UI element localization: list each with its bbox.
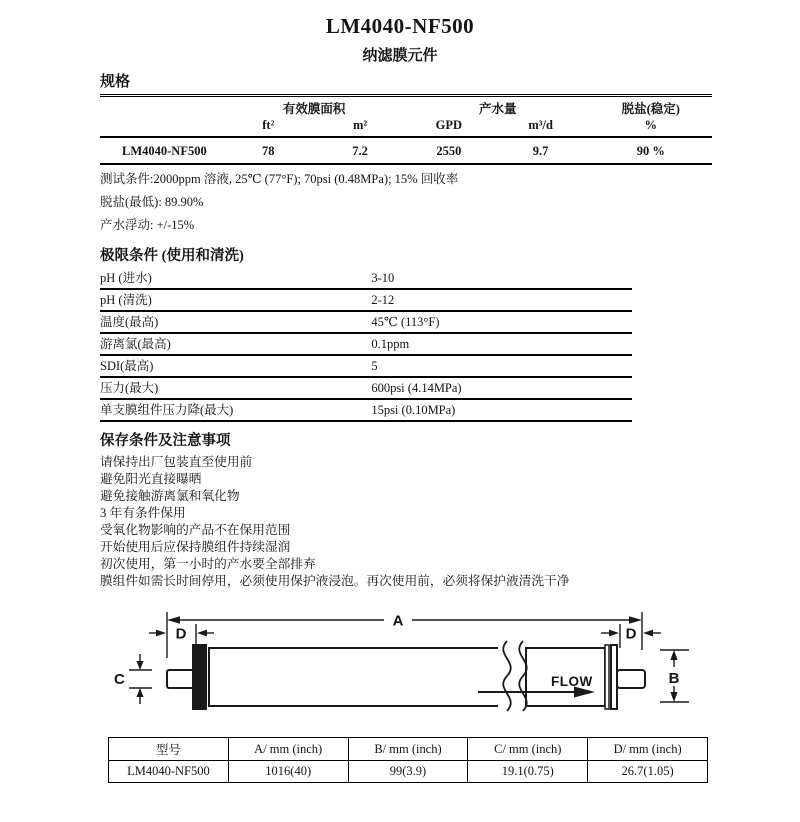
right-end-ring [605, 645, 609, 709]
spec-model: LM4040-NF500 [122, 144, 207, 158]
limits-row [100, 312, 632, 334]
limits-section [100, 244, 632, 422]
spec-unit-m2: m² [353, 118, 368, 132]
spec-header-spacer [100, 101, 222, 117]
left-permeate-stub [167, 670, 194, 688]
dim-label-c: C [114, 671, 125, 688]
membrane-dimension-diagram [100, 600, 712, 735]
spec-note-test-conditions: 测试条件:2000ppm 溶液, 25℃ (77°F); 70psi (0.48MPa); 15% 回收率 [100, 172, 459, 186]
page-title: LM4040-NF500 [325, 14, 475, 38]
limit-value: 3-10 [371, 271, 395, 285]
dim-col-c: C/ mm (inch) [468, 738, 588, 761]
spec-value-rejection: 90 % [636, 144, 665, 158]
spec-note-flow-variation: 产水浮动: +/-15% [100, 218, 195, 232]
storage-line: 3 年有条件保用 [100, 506, 186, 520]
dim-value-b: 99(3.9) [348, 761, 468, 783]
specs-section [100, 70, 712, 237]
spec-unit-gpd: GPD [435, 118, 463, 132]
spec-header-rejection: 脱盐(稳定) [621, 102, 680, 116]
dimension-c [114, 654, 152, 704]
limit-value: 0.1ppm [371, 337, 410, 351]
limit-label: 温度(最高) [100, 315, 159, 329]
dimensions-header-row [109, 738, 708, 761]
spec-header-area: 有效膜面积 [282, 102, 346, 116]
dim-value-model: LM4040-NF500 [109, 761, 229, 783]
spec-notes [100, 165, 712, 237]
dim-label-d-right: D [625, 625, 637, 643]
dimension-b [660, 650, 689, 702]
dim-col-b: B/ mm (inch) [348, 738, 468, 761]
spec-table-header [100, 97, 712, 138]
spec-value-m3d: 9.7 [532, 144, 549, 158]
dimensions-table [108, 737, 708, 783]
limit-value: 15psi (0.10MPa) [371, 403, 456, 417]
limits-table [100, 268, 632, 422]
limit-label: pH (进水) [100, 271, 152, 285]
storage-line: 避免接触游离氯和氧化物 [100, 489, 240, 503]
spec-header-flow: 产水量 [479, 102, 517, 116]
page-subtitle: 纳滤膜元件 [362, 48, 438, 64]
limit-value: 45℃ (113°F) [371, 315, 440, 329]
dim-label-b: B [668, 670, 680, 687]
limit-label: 压力(最大) [100, 381, 159, 395]
right-permeate-stub [617, 670, 645, 688]
spec-value-gpd: 2550 [436, 144, 462, 158]
limits-row [100, 400, 632, 422]
dim-value-a: 1016(40) [228, 761, 348, 783]
left-end-cap [192, 644, 207, 710]
spec-unit-m3d: m³/d [528, 118, 553, 132]
spec-table [100, 94, 712, 165]
limits-row [100, 378, 632, 400]
dim-col-a: A/ mm (inch) [228, 738, 348, 761]
spec-unit-ft2: ft² [262, 118, 275, 132]
storage-line: 初次使用，第一小时的产水要全部排弃 [100, 557, 316, 571]
dim-col-model: 型号 [109, 738, 229, 761]
limit-value: 2-12 [371, 293, 395, 307]
limits-row [100, 356, 632, 378]
storage-line: 受氧化物影响的产品不在保用范围 [100, 523, 291, 537]
dim-value-d: 26.7(1.05) [588, 761, 708, 783]
spec-unit-rejection-pct: % [644, 118, 657, 132]
storage-heading: 保存条件及注意事项 [100, 433, 231, 449]
dimensions-data-row [109, 761, 708, 783]
dim-value-c: 19.1(0.75) [468, 761, 588, 783]
storage-line: 请保持出厂包装直至使用前 [100, 455, 253, 469]
limits-heading: 极限条件 (使用和清洗) [100, 248, 244, 264]
title-block [0, 14, 800, 65]
limit-value: 600psi (4.14MPa) [371, 381, 462, 395]
limits-row [100, 268, 632, 290]
spec-value-ft2: 78 [262, 144, 275, 158]
spec-data-row [100, 138, 712, 165]
specs-heading: 规格 [100, 74, 131, 90]
storage-section [100, 429, 712, 590]
limit-label: SDI(最高) [100, 359, 154, 373]
limit-label: 单支膜组件压力降(最大) [100, 403, 234, 417]
limit-value: 5 [371, 359, 378, 373]
storage-line: 避免阳光直接曝晒 [100, 472, 202, 486]
spec-value-m2: 7.2 [352, 144, 368, 158]
limits-row [100, 334, 632, 356]
storage-line: 开始使用后应保持膜组件持续湿润 [100, 540, 291, 554]
limits-row [100, 290, 632, 312]
dim-label-d-left: D [175, 625, 187, 643]
limit-label: 游离氯(最高) [100, 337, 171, 351]
spec-note-min-rejection: 脱盐(最低): 89.90% [100, 195, 204, 209]
flow-label: FLOW [551, 674, 593, 689]
dim-col-d: D/ mm (inch) [588, 738, 708, 761]
storage-line: 膜组件如需长时间停用，必须使用保护液浸泡。再次使用前，必须将保护液清洗干净 [100, 574, 570, 588]
dim-label-a: A [392, 612, 404, 630]
limit-label: pH (清洗) [100, 293, 152, 307]
right-end-ring [611, 645, 617, 709]
diagram-svg [100, 600, 712, 735]
body-segment-left [209, 648, 505, 706]
